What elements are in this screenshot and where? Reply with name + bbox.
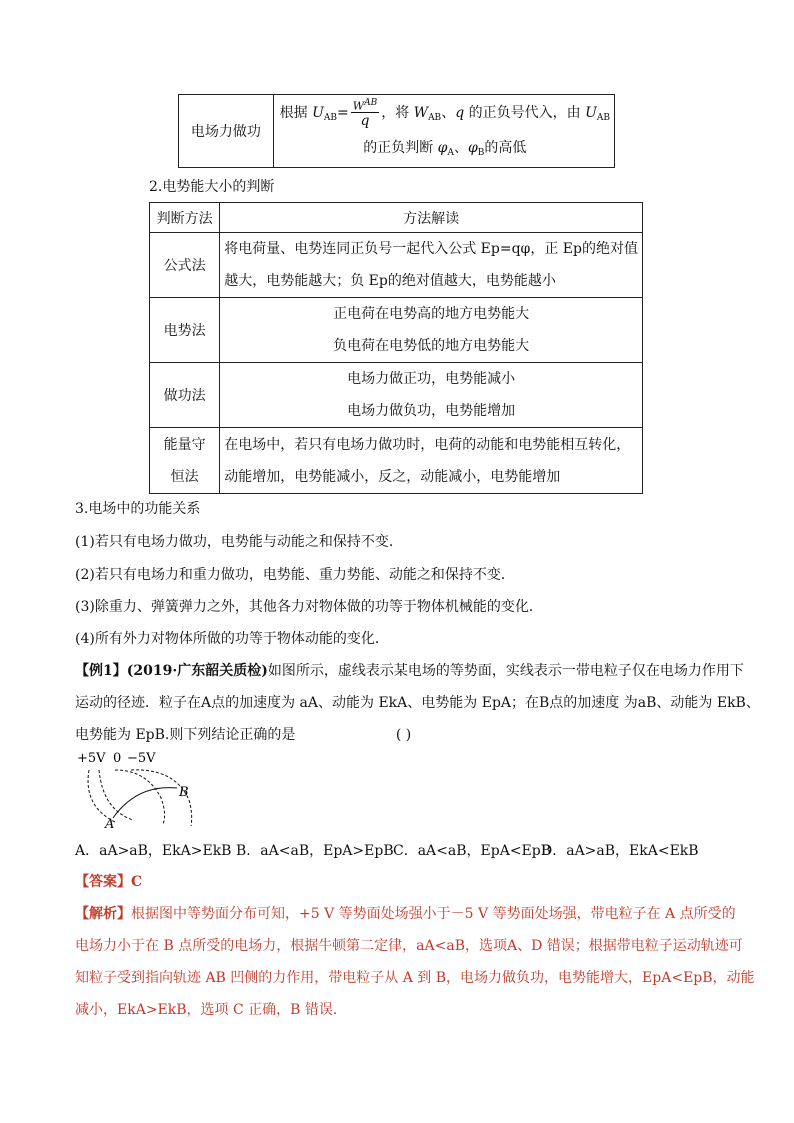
method-potential: 电势法 <box>150 298 220 363</box>
method-energy-conservation: 能量守 恒法 <box>150 428 220 494</box>
work-label: 电场力做功 <box>190 124 261 140</box>
answer-line <box>75 871 142 891</box>
header-method: 判断方法 <box>150 203 220 233</box>
analysis-line-4: 减小，EkA>EkB，选项 C 正确，B 错误． <box>75 1002 347 1018</box>
label-plus5v: +5V <box>77 751 106 766</box>
example-line-1: 【例1】(2019·广东韶关质检)如图所示，虚线表示某电场的等势面，实线表示一带电粒子仅在电场力作用下 <box>75 663 744 679</box>
answer-tag: 【答案】 <box>75 874 131 890</box>
option-d: D．aA>aB，EkA<EkB <box>541 843 699 859</box>
example-tag: 【例1】 <box>75 663 127 679</box>
energy-judgement-table <box>149 202 643 494</box>
header-explanation: 方法解读 <box>220 203 643 233</box>
example-line-2: 运动的径迹．粒子在A点的加速度为 aA、动能为 EkA、电势能为 EpA；在B点的加速度 为aB、动能为 EkB、 <box>75 695 760 711</box>
equipotential-line-1 <box>88 770 115 822</box>
option-c: C．aA<aB，EpA<EpB <box>393 843 552 859</box>
answer-value: C <box>131 874 143 890</box>
option-b: B．aA<aB，EpA>EpB <box>236 843 394 859</box>
particle-trajectory <box>113 788 177 818</box>
label-zero: 0 <box>113 751 122 766</box>
explanation-energy-conservation: 在电场中，若只有电场力做功时，电荷的动能和电势能相互转化， 动能增加，电势能减小，反之，动能减小，电势能增加 <box>220 428 643 494</box>
section-3-heading: 3.电场中的功能关系 <box>75 501 201 517</box>
analysis-line-3: 知粒子受到指向轨迹 AB 凹侧的力作用，带电粒子从 A 到 B，电场力做负功，电势能增大，EpA<EpB，动能 <box>75 970 755 986</box>
equipotential-figure <box>75 748 215 830</box>
analysis-tag: 【解析】 <box>75 906 131 922</box>
answer-blank: ( ) <box>395 727 412 743</box>
work-formula-cell <box>273 95 614 168</box>
method-work: 做功法 <box>150 363 220 428</box>
item-4: (4)所有外力对物体所做的功等于物体动能的变化． <box>75 631 389 647</box>
explanation-work: 电场力做正功，电势能减小 电场力做负功，电势能增加 <box>220 363 643 428</box>
equipotential-line-2 <box>115 770 165 824</box>
item-1: (1)若只有电场力做功，电势能与动能之和保持不变． <box>75 534 403 550</box>
work-formula-line2: 的正负判断 $\varphi_A$、$\varphi_B$的高低 <box>363 140 527 158</box>
item-3: (3)除重力、弹簧弹力之外，其他各力对物体做的功等于物体机械能的变化． <box>75 599 543 615</box>
explanation-formula: 将电荷量、电势连同正负号一起代入公式 Ep=qφ，正 Ep的绝对值 越大，电势能越大；负 Ep的绝对值越大，电势能越小 <box>220 233 643 298</box>
work-formula-line1: 根据 $U_{AB}=$ $\frac{W^{AB}}{q}$ ，将 $W_{AB}$、q 的正负号代入，由 $U_{AB}$ <box>279 97 610 130</box>
equipotential-diagram <box>75 748 215 830</box>
section-2-heading: 2.电势能大小的判断 <box>149 179 275 195</box>
point-a-label: A <box>105 817 115 830</box>
analysis-line-2: 电场力小于在 B 点所受的电场力，根据牛顿第二定律，aA<aB，选项A、D 错误；根据带电粒子运动轨迹可 <box>75 938 743 954</box>
equipotential-line-4 <box>99 770 133 820</box>
label-minus5v: −5V <box>127 751 156 766</box>
point-b-label: B <box>179 785 189 800</box>
work-label-cell <box>179 95 274 168</box>
work-fraction: $\frac{W^{AB}}{q}$ <box>352 97 378 130</box>
analysis-line-1: 【解析】根据图中等势面分布可知，+5 V 等势面处场强小于－5 V 等势面处场强，带电粒子在 A 点所受的 <box>75 906 736 922</box>
example-source: (2019·广东韶关质检) <box>126 663 268 679</box>
explanation-potential: 正电荷在电势高的地方电势能大 负电荷在电势低的地方电势能大 <box>220 298 643 363</box>
example-line-3: 电势能为 EpB.则下列结论正确的是 ( ) <box>75 727 412 743</box>
method-formula: 公式法 <box>150 233 220 298</box>
item-2: (2)若只有电场力和重力做功，电势能、重力势能、动能之和保持不变． <box>75 567 515 583</box>
option-a: A．aA>aB，EkA>EkB <box>75 843 232 859</box>
work-potential-table <box>178 94 615 168</box>
